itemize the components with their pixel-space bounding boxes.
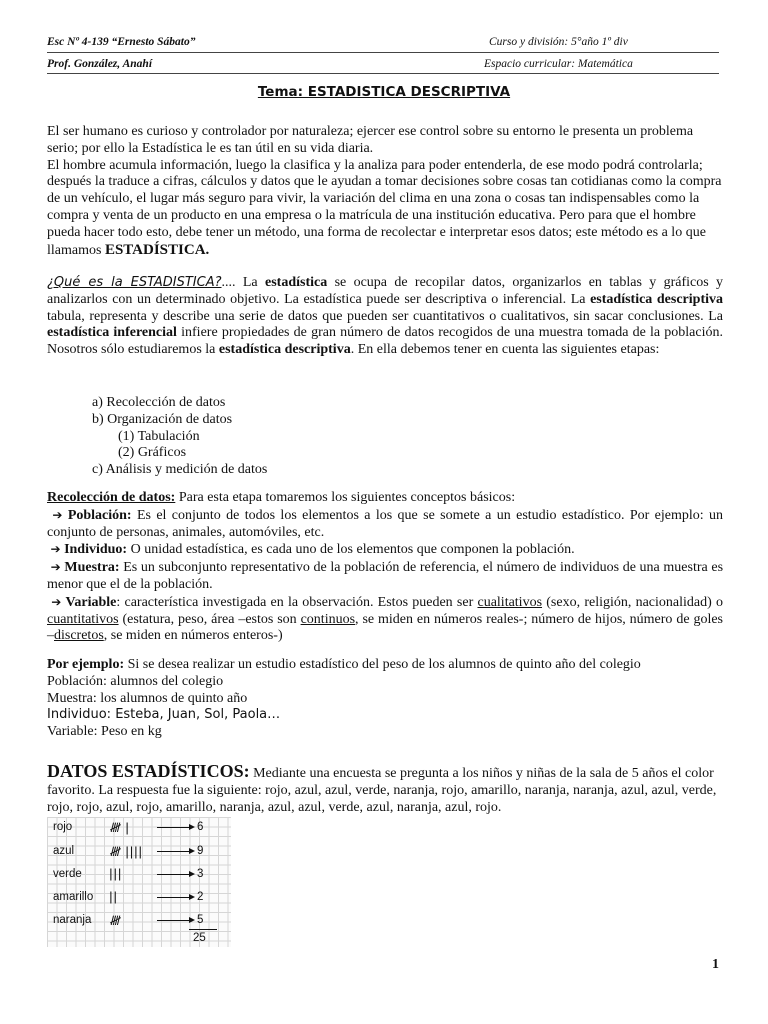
tally-table <box>47 817 231 947</box>
datos-section <box>47 763 723 816</box>
definition-individuo <box>47 541 723 559</box>
tally-count: 6 <box>197 821 204 833</box>
example-individuo: Individuo: Esteba, Juan, Sol, Paola… <box>47 707 281 723</box>
tally-count: 3 <box>197 868 204 880</box>
tally-count: 5 <box>197 914 204 926</box>
what-is-heading: ¿Qué es la ESTADISTICA? <box>47 275 222 290</box>
arrow-right-icon <box>157 851 193 852</box>
variable-term: Variable <box>65 594 117 610</box>
header-course: Curso y división: 5°año 1º div <box>489 36 628 48</box>
cuantitativos-term: cuantitativos <box>47 611 119 627</box>
muestra-text: Es un subconjunto representativo de la población de referencia, el número de individuos de una muestra es menor que el de la población. <box>47 560 724 592</box>
arrow-icon: ➔ <box>50 560 61 575</box>
tally-marks: 𝍸 |||| <box>109 844 143 859</box>
muestra-term: Muestra: <box>64 560 120 576</box>
tally-row <box>47 843 231 861</box>
individuo-term: Individuo: <box>64 542 128 558</box>
arrow-right-icon <box>157 920 193 921</box>
tally-sum-line <box>189 929 217 930</box>
datos-heading: DATOS ESTADÍSTICOS: <box>47 761 250 781</box>
definition-poblacion <box>47 507 723 542</box>
stage-item: a) Recolección de datos <box>92 395 226 410</box>
what-is-dots: .... La <box>221 275 258 290</box>
example-text: Si se desea realizar un estudio estadístico del peso de los alumnos de quinto año del colegio <box>127 657 641 672</box>
tally-count: 2 <box>197 891 204 903</box>
variable-text-3: (estatura, peso, área –estos son <box>122 611 297 627</box>
variable-text-4: , se miden en números reales-; número de hijos, número de goles – <box>47 611 724 644</box>
header-teacher: Prof. González, Anahí <box>47 58 153 70</box>
tally-row <box>47 912 231 930</box>
tally-row <box>47 866 231 884</box>
arrow-right-icon <box>157 897 193 898</box>
page-number: 1 <box>712 957 719 972</box>
intro-paragraph-1: El ser humano es curioso y controlador por naturaleza; ejercer ese control sobre su entorno le presenta un problema serio; por ello la Estadística le es tan útil en su vida diaria. <box>47 124 694 156</box>
intro-section <box>47 124 723 259</box>
what-is-bold-4: estadística descriptiva <box>218 342 351 358</box>
tally-label: azul <box>53 845 75 857</box>
example-poblacion: Población: alumnos del colegio <box>47 673 224 689</box>
continuos-term: continuos <box>300 611 356 627</box>
intro-paragraph-2 <box>47 158 723 260</box>
stage-subitem: (2) Gráficos <box>118 445 187 461</box>
definition-variable <box>47 594 723 645</box>
tally-label: verde <box>53 868 82 880</box>
stage-item: c) Análisis y medición de datos <box>92 462 268 478</box>
tally-label: rojo <box>53 821 73 833</box>
example-muestra: Muestra: los alumnos de quinto año <box>47 690 248 706</box>
arrow-right-icon <box>157 874 193 875</box>
variable-text-1: : característica investigada en la observación. Estos pueden ser <box>116 594 474 610</box>
header-rule-top <box>47 52 719 53</box>
arrow-icon: ➔ <box>52 507 63 522</box>
estadistica-term: ESTADÍSTICA. <box>104 241 210 258</box>
collection-heading: Recolección de datos: <box>47 490 176 505</box>
header-school: Esc Nº 4-139 “Ernesto Sábato” <box>47 36 196 48</box>
stages-list <box>92 395 267 479</box>
page-title: Tema: ESTADISTICA DESCRIPTIVA <box>257 84 511 100</box>
variable-text-5: , se miden en números enteros-) <box>103 628 283 644</box>
what-is-bold-1: estadística <box>265 275 328 290</box>
what-is-bold-2: estadística descriptiva <box>590 291 723 307</box>
poblacion-text: Es el conjunto de todos los elementos a los que se somete a un estudio estadístico. Por ejemplo: un conjunto de personas, animales, automóviles, etc. <box>47 507 724 540</box>
stage-item: b) Organización de datos <box>92 411 233 427</box>
discretos-term: discretos <box>54 628 104 644</box>
arrow-icon: ➔ <box>50 542 61 557</box>
what-is-text-2: tabula, representa y describe una serie de datos que pueden ser cuantitativos o cualitativos, sin sacar conclusiones. La <box>47 308 723 324</box>
what-is-text-1: se ocupa de recopilar datos, organizarlos en tablas y gráficos y analizarlos con un determinado objetivo. La estadística puede ser descriptiva o inferencial. La <box>47 275 724 307</box>
tally-marks: 𝍸 | <box>109 820 130 835</box>
tally-row <box>47 889 231 907</box>
poblacion-term: Población: <box>67 507 132 523</box>
example-section <box>47 657 723 741</box>
header-space: Espacio curricular: Matemática <box>484 58 633 70</box>
arrow-right-icon <box>157 827 193 828</box>
example-lead: Por ejemplo: <box>47 657 125 672</box>
tally-marks: 𝍸 <box>109 913 121 928</box>
tally-label: amarillo <box>53 891 94 903</box>
tally-count: 9 <box>197 845 204 857</box>
collection-section <box>47 490 723 645</box>
tally-total: 25 <box>193 932 206 944</box>
tally-row <box>47 819 231 837</box>
collection-intro: Para esta etapa tomaremos los siguientes conceptos básicos: <box>178 490 516 505</box>
tally-label: naranja <box>53 914 92 926</box>
header-rule-bottom <box>47 73 719 74</box>
individuo-text: O unidad estadística, es cada uno de los elementos que componen la población. <box>130 542 575 558</box>
what-is-text-3: infiere propiedades de gran número de datos recogidos de una muestra tomada de la población. Nosotros sólo estudiaremos la <box>47 325 724 358</box>
intro-paragraph-2-text: El hombre acumula información, luego la clasifica y la analiza para poder entenderla, de ese modo podrá controlarla; después la traduce a cifras, cálculos y datos que le ayudan a tomar decisiones sobre cosas tan cotidianas como la compra de un vehículo, el lugar más seguro para vivir, la variación del clima en una zona o cosas tan indispensables como la compra y venta de un producto en una empresa o la matrícula de una institución educativa. Pero para que el hombre pueda hacer todo esto, debe tener un método, una forma de recolectar e interpretar esos datos; este método es a lo que llamamos <box>47 157 722 258</box>
arrow-icon: ➔ <box>51 594 62 609</box>
example-variable: Variable: Peso en kg <box>47 724 162 740</box>
stage-subitem: (1) Tabulación <box>118 428 200 444</box>
collection-intro-line <box>47 490 723 507</box>
datos-text: Mediante una encuesta se pregunta a los niños y niñas de la sala de 5 años el color favorito. La respuesta fue la siguiente: rojo, azul, azul, verde, naranja, rojo, amarillo, naranja, naranja, azul, azul, verde, rojo, rojo, azul, rojo, amarillo, naranja, azul, azul, verde, azul, naranja, azul, rojo. <box>47 766 717 815</box>
tally-marks: ||| <box>109 866 123 881</box>
tally-marks: || <box>109 889 118 904</box>
definition-muestra <box>47 559 723 594</box>
variable-text-2: (sexo, religión, nacionalidad) o <box>546 594 724 610</box>
what-is-text-4: . En ella debemos tener en cuenta las siguientes etapas: <box>350 342 660 358</box>
cualitativos-term: cualitativos <box>477 594 543 610</box>
what-is-bold-3: estadística inferencial <box>47 325 177 341</box>
example-intro <box>47 657 723 674</box>
what-is-section <box>47 275 723 359</box>
